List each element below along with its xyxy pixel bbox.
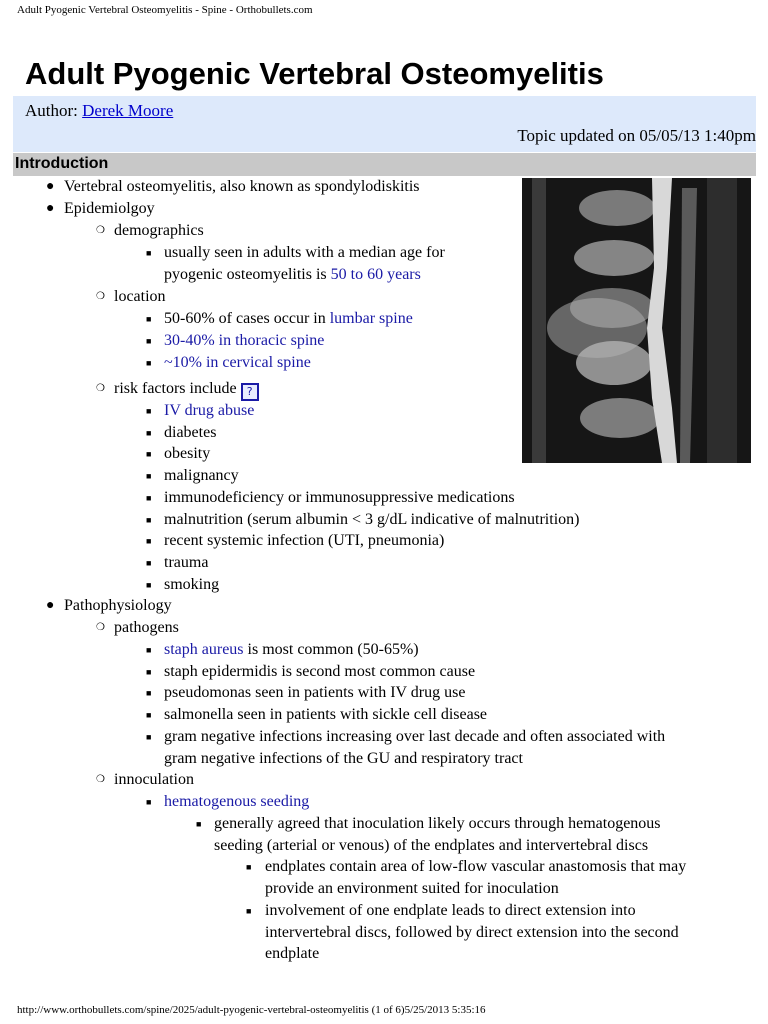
list-item: malnutrition (serum albumin < 3 g/dL indicative of malnutrition) — [164, 511, 580, 528]
bullet-square-icon: ■ — [146, 688, 152, 698]
bullet-circle-icon: ❍ — [96, 383, 105, 394]
list-item: recent systemic infection (UTI, pneumonia) — [164, 532, 445, 549]
list-item: involvement of one endplate leads to direct extension into — [265, 902, 636, 919]
list-item-continuation: endplate — [265, 945, 320, 962]
cervical-spine-link[interactable]: ~10% in cervical spine — [164, 354, 311, 371]
list-item: pathogens — [114, 619, 179, 636]
list-item: pseudomonas seen in patients with IV drug use — [164, 684, 466, 701]
bullet-square-icon: ■ — [146, 406, 152, 416]
list-item: innoculation — [114, 771, 194, 788]
list-item: endplates contain area of low-flow vascular anastomosis that may — [265, 858, 687, 875]
bullet-circle-icon: ❍ — [96, 225, 105, 236]
hematogenous-seeding-link[interactable]: hematogenous seeding — [164, 793, 310, 810]
topic-info-box — [13, 96, 756, 152]
bullet-square-icon: ■ — [146, 358, 152, 368]
list-item: immunodeficiency or immunosuppressive medications — [164, 489, 515, 506]
list-item: location — [114, 288, 166, 305]
list-item: trauma — [164, 554, 209, 571]
lumbar-spine-link[interactable]: lumbar spine — [329, 310, 413, 327]
staph-aureus-link[interactable]: staph aureus — [164, 641, 244, 658]
bullet-square-icon: ■ — [146, 493, 152, 503]
list-item: Pathophysiology — [64, 597, 172, 614]
bullet-disc-icon: ● — [46, 201, 55, 216]
list-item-continuation — [164, 265, 421, 285]
list-item-continuation: provide an environment suited for inoculation — [265, 880, 559, 897]
bullet-circle-icon: ❍ — [96, 622, 105, 633]
bullet-square-icon: ■ — [246, 862, 252, 872]
bullet-circle-icon: ❍ — [96, 291, 105, 302]
bullet-square-icon: ■ — [146, 248, 152, 258]
bullet-square-icon: ■ — [146, 536, 152, 546]
bullet-square-icon: ■ — [196, 819, 202, 829]
list-item: diabetes — [164, 424, 217, 441]
author-label: Author: — [25, 101, 78, 120]
list-item-continuation: gram negative infections of the GU and respiratory tract — [164, 750, 523, 767]
list-item: generally agreed that inoculation likely occurs through hematogenous — [214, 815, 661, 832]
bullet-square-icon: ■ — [146, 428, 152, 438]
bullet-square-icon: ■ — [146, 645, 152, 655]
list-item: salmonella seen in patients with sickle cell disease — [164, 706, 488, 723]
list-item — [164, 640, 419, 660]
bullet-square-icon: ■ — [246, 906, 252, 916]
bullet-square-icon: ■ — [146, 336, 152, 346]
text-span: pyogenic osteomyelitis is — [164, 266, 331, 283]
bullet-square-icon: ■ — [146, 667, 152, 677]
list-item: gram negative infections increasing over last decade and often associated with — [164, 728, 666, 745]
bullet-square-icon: ■ — [146, 558, 152, 568]
bullet-square-icon: ■ — [146, 797, 152, 807]
text-span: is most common (50-65%) — [243, 641, 419, 658]
page-url-footer: http://www.orthobullets.com/spine/2025/adult-pyogenic-vertebral-osteomyelitis (1 of 6)5/25/2013 5:35:16 — [17, 1004, 486, 1016]
list-item: malignancy — [164, 467, 239, 484]
author-link[interactable]: Derek Moore — [82, 101, 174, 120]
age-link[interactable]: 50 to 60 years — [330, 266, 421, 283]
help-icon[interactable]: ? — [241, 383, 259, 401]
list-item: usually seen in adults with a median age for — [164, 244, 445, 261]
list-item: Epidemiolgoy — [64, 200, 155, 217]
mri-spine-image[interactable] — [522, 178, 751, 463]
list-item: Vertebral osteomyelitis, also known as spondylodiskitis — [64, 178, 420, 195]
list-item-continuation: seeding (arterial or venous) of the endplates and intervertebral discs — [214, 837, 649, 854]
list-item: obesity — [164, 445, 211, 462]
thoracic-spine-link[interactable]: 30-40% in thoracic spine — [164, 332, 325, 349]
list-item — [114, 379, 259, 401]
window-title: Adult Pyogenic Vertebral Osteomyelitis - Spine - Orthobullets.com — [17, 4, 313, 16]
section-heading-introduction: Introduction — [13, 153, 756, 176]
iv-drug-abuse-link[interactable]: IV drug abuse — [164, 402, 255, 419]
text-span: risk factors include — [114, 380, 237, 397]
bullet-square-icon: ■ — [146, 710, 152, 720]
bullet-square-icon: ■ — [146, 515, 152, 525]
bullet-circle-icon: ❍ — [96, 774, 105, 785]
page-title: Adult Pyogenic Vertebral Osteomyelitis — [25, 56, 604, 91]
bullet-square-icon: ■ — [146, 580, 152, 590]
bullet-square-icon: ■ — [146, 449, 152, 459]
list-item: staph epidermidis is second most common cause — [164, 663, 476, 680]
topic-updated: Topic updated on 05/05/13 1:40pm — [517, 126, 756, 145]
bullet-square-icon: ■ — [146, 732, 152, 742]
list-item: demographics — [114, 222, 204, 239]
text-span: 50-60% of cases occur in — [164, 310, 330, 327]
bullet-square-icon: ■ — [146, 471, 152, 481]
bullet-square-icon: ■ — [146, 314, 152, 324]
list-item: smoking — [164, 576, 220, 593]
author-line — [25, 101, 173, 121]
bullet-disc-icon: ● — [46, 598, 55, 613]
list-item-continuation: intervertebral discs, followed by direct extension into the second — [265, 924, 679, 941]
bullet-disc-icon: ● — [46, 179, 55, 194]
list-item — [164, 309, 413, 329]
